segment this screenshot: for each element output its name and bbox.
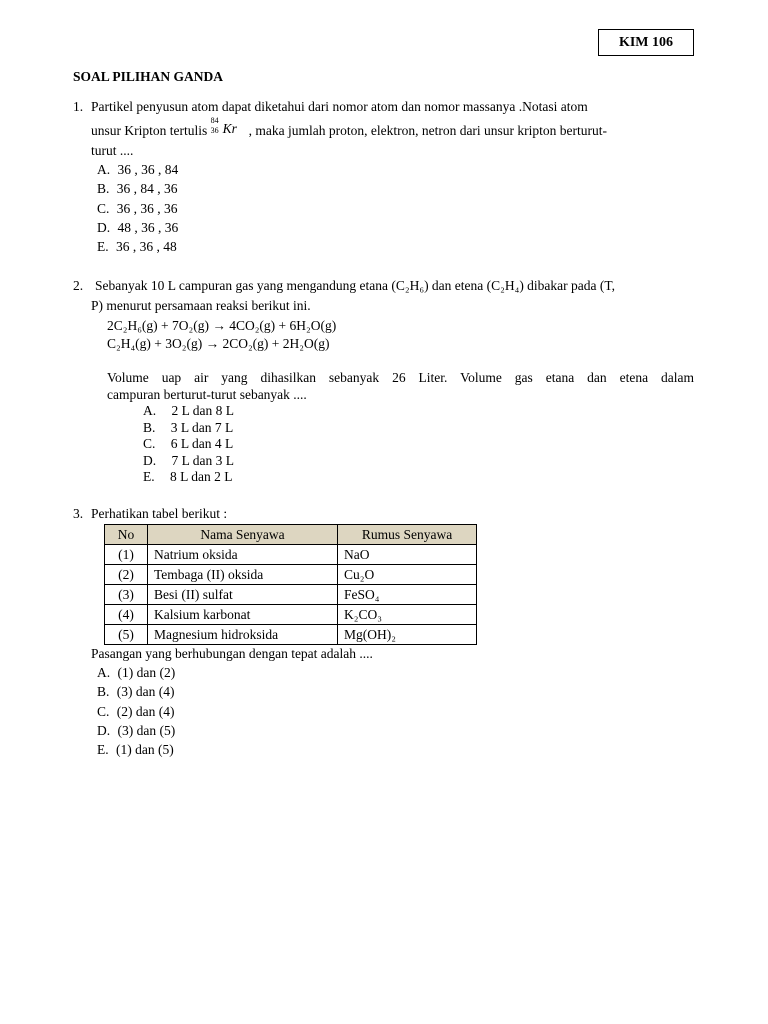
q1-option-b[interactable] [97, 182, 178, 196]
option-letter: B. [97, 684, 110, 699]
row-no: (3) [105, 585, 148, 605]
q2-line2: P) menurut persamaan reaksi berikut ini. [91, 298, 311, 313]
q1-line2-pre: unsur Kripton tertulis [91, 123, 208, 138]
row-no: (4) [105, 605, 148, 625]
option-text: 36 , 36 , 48 [116, 239, 177, 254]
q3-option-d[interactable] [97, 724, 175, 738]
q3-option-a[interactable] [97, 666, 175, 680]
q1-line1: Partikel penyusun atom dapat diketahui dari nomor atom dan nomor massanya .Notasi atom [91, 99, 588, 114]
row-formula: Mg(OH)₂ [338, 625, 477, 645]
option-text: 48 , 36 , 36 [117, 220, 179, 235]
section-title: SOAL PILIHAN GANDA [73, 69, 224, 84]
option-text: 36 , 36 , 84 [117, 162, 179, 177]
mass-number: 84 [210, 116, 219, 125]
q3-number: 3. [73, 506, 84, 521]
q3-option-e[interactable] [97, 743, 174, 757]
option-letter: D. [97, 723, 111, 738]
row-no: (1) [105, 545, 148, 565]
q3-intro: Perhatikan tabel berikut : [91, 506, 228, 521]
q2-option-d[interactable] [143, 454, 234, 468]
element-symbol: Kr [222, 121, 237, 136]
option-letter: E. [143, 469, 155, 484]
option-letter: D. [97, 220, 111, 235]
q1-option-a[interactable] [97, 163, 178, 177]
compound-table [104, 524, 477, 645]
table-row [105, 585, 477, 605]
q3-option-c[interactable] [97, 705, 175, 719]
q2-number: 2. [73, 278, 84, 293]
q1-line2-post: , maka jumlah proton, elektron, netron dari unsur kripton berturut- [248, 123, 608, 138]
row-formula: Cu₂O [338, 565, 477, 585]
q2-option-c[interactable] [143, 437, 233, 451]
option-text: (3) dan (5) [117, 723, 176, 738]
q2-paragraph-line1: Volume uap air yang dihasilkan sebanyak 26 Liter. Volume gas etana dan etena dalam [107, 370, 694, 385]
option-text: (2) dan (4) [116, 704, 175, 719]
table-row [105, 545, 477, 565]
row-formula: NaO [338, 545, 477, 565]
option-text: (1) dan (2) [117, 665, 176, 680]
option-letter: A. [97, 665, 111, 680]
option-text: (3) dan (4) [116, 684, 175, 699]
option-text: 7 L dan 3 L [171, 453, 234, 468]
option-letter: A. [143, 403, 157, 418]
q1-line3: turut .... [91, 143, 134, 158]
option-letter: A. [97, 162, 111, 177]
row-name: Magnesium hidroksida [148, 625, 338, 645]
reaction-equation-1: 2C₂H₆(g) + 7O₂(g) → 4CO₂(g) + 6H₂O(g) [107, 318, 337, 333]
kripton-notation [210, 116, 249, 138]
q2-paragraph-line2: campuran berturut-turut sebanyak .... [107, 387, 307, 402]
option-text: 36 , 84 , 36 [116, 181, 178, 196]
row-no: (5) [105, 625, 148, 645]
q2-option-a[interactable] [143, 404, 234, 418]
option-letter: C. [143, 436, 156, 451]
atomic-number: 36 [210, 126, 219, 135]
row-formula: K₂CO₃ [338, 605, 477, 625]
table-row [105, 565, 477, 585]
option-text: (1) dan (5) [116, 742, 174, 757]
option-letter: E. [97, 742, 109, 757]
row-name: Kalsium karbonat [148, 605, 338, 625]
row-formula: FeSO₄ [338, 585, 477, 605]
option-letter: B. [97, 181, 110, 196]
q2-option-b[interactable] [143, 421, 233, 435]
row-no: (2) [105, 565, 148, 585]
q1-line2 [91, 116, 608, 138]
table-header-formula: Rumus Senyawa [338, 525, 477, 545]
q1-option-e[interactable] [97, 240, 177, 254]
option-text: 2 L dan 8 L [171, 403, 234, 418]
option-letter: C. [97, 704, 110, 719]
table-row [105, 605, 477, 625]
reaction-equation-2: C₂H₄(g) + 3O₂(g) → 2CO₂(g) + 2H₂O(g) [107, 336, 330, 351]
q2-line1: Sebanyak 10 L campuran gas yang mengandung etana (C₂H₆) dan etena (C₂H₄) dibakar pada (T, [95, 278, 616, 293]
row-name: Tembaga (II) oksida [148, 565, 338, 585]
q3-question: Pasangan yang berhubungan dengan tepat adalah .... [91, 646, 373, 661]
option-letter: C. [97, 201, 110, 216]
row-name: Natrium oksida [148, 545, 338, 565]
option-text: 6 L dan 4 L [170, 436, 234, 451]
table-row [105, 625, 477, 645]
q2-option-e[interactable] [143, 470, 232, 484]
q1-option-c[interactable] [97, 202, 178, 216]
q1-number: 1. [73, 99, 84, 114]
table-header-no: No [105, 525, 148, 545]
option-letter: B. [143, 420, 156, 435]
option-text: 3 L dan 7 L [170, 420, 234, 435]
row-name: Besi (II) sulfat [148, 585, 338, 605]
table-header-name: Nama Senyawa [148, 525, 338, 545]
option-letter: D. [143, 453, 157, 468]
course-code-box: KIM 106 [598, 29, 694, 56]
option-text: 8 L dan 2 L [170, 469, 233, 484]
q1-option-d[interactable] [97, 221, 178, 235]
option-text: 36 , 36 , 36 [116, 201, 178, 216]
q3-option-b[interactable] [97, 685, 175, 699]
table-header-row [105, 525, 477, 545]
option-letter: E. [97, 239, 109, 254]
